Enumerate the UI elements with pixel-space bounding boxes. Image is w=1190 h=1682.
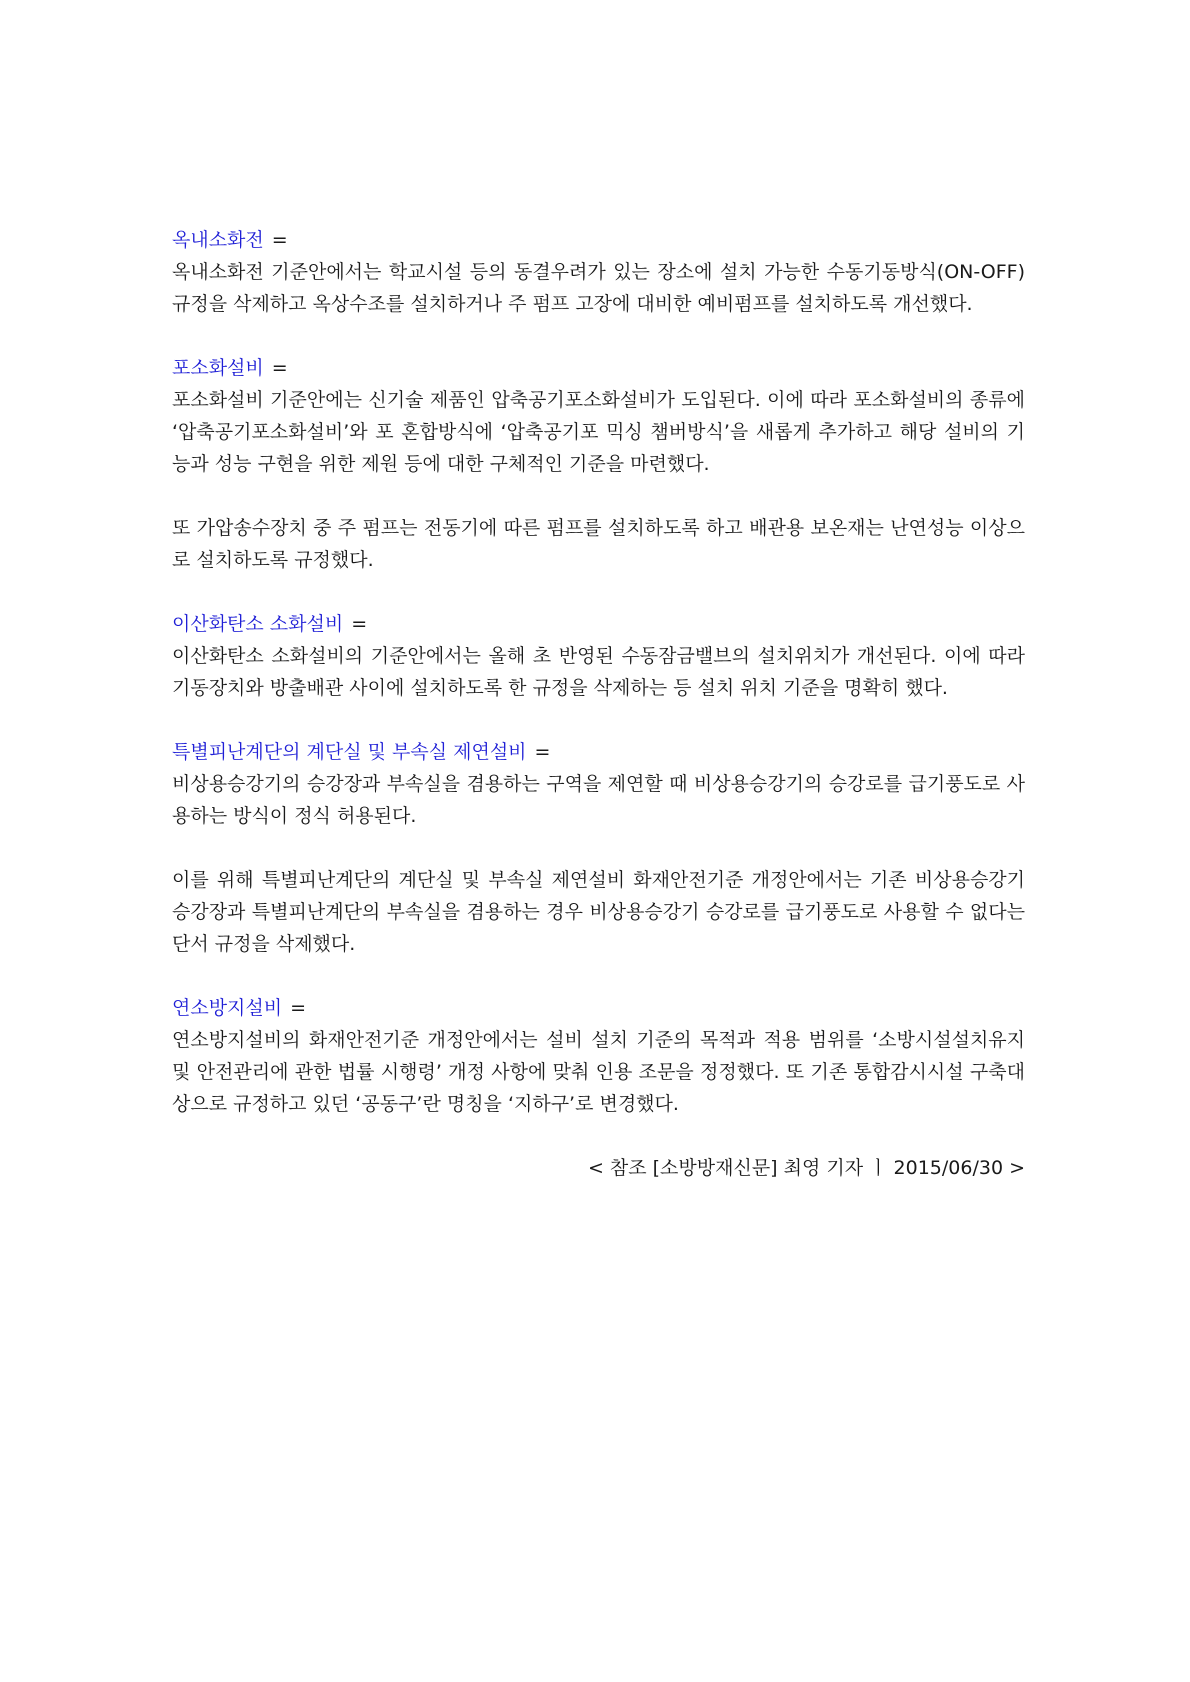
- document-page: [172, 224, 1025, 1184]
- section-marker: =: [534, 741, 551, 763]
- section-heading: [172, 992, 1025, 1024]
- section-marker: =: [290, 997, 307, 1019]
- section-title: 포소화설비: [172, 357, 264, 379]
- section-paragraph: 옥내소화전 기준안에서는 학교시설 등의 동결우려가 있는 장소에 설치 가능한 수동기동방식(ON-OFF) 규정을 삭제하고 옥상수조를 설치하거나 주 펌프 고장에 대비한 예비펌프를 설치하도록 개선했다.: [172, 261, 1025, 315]
- section-paragraph: 또 가압송수장치 중 주 펌프는 전동기에 따른 펌프를 설치하도록 하고 배관용 보온재는 난연성능 이상으로 설치하도록 규정했다.: [172, 517, 1025, 571]
- section-heading: [172, 352, 1025, 384]
- section-title: 이산화탄소 소화설비: [172, 613, 344, 635]
- article-section: [172, 224, 1025, 320]
- section-title: 옥내소화전: [172, 229, 264, 251]
- section-title: 연소방지설비: [172, 997, 283, 1019]
- article-section: [172, 736, 1025, 960]
- section-marker: =: [271, 229, 288, 251]
- section-marker: =: [271, 357, 288, 379]
- section-marker: =: [351, 613, 368, 635]
- article-section: [172, 992, 1025, 1120]
- section-paragraph: 이를 위해 특별피난계단의 계단실 및 부속실 제연설비 화재안전기준 개정안에서는 기존 비상용승강기 승강장과 특별피난계단의 부속실을 겸용하는 경우 비상용승강기 승강로를 급기풍도로 사용할 수 없다는 단서 규정을 삭제했다.: [172, 869, 1025, 955]
- section-heading: [172, 608, 1025, 640]
- article-section: [172, 608, 1025, 704]
- section-title: 특별피난계단의 계단실 및 부속실 제연설비: [172, 741, 527, 763]
- section-paragraph: 비상용승강기의 승강장과 부속실을 겸용하는 구역을 제연할 때 비상용승강기의 승강로를 급기풍도로 사용하는 방식이 정식 허용된다.: [172, 773, 1025, 827]
- article-section: [172, 352, 1025, 576]
- section-heading: [172, 224, 1025, 256]
- section-paragraph: 연소방지설비의 화재안전기준 개정안에서는 설비 설치 기준의 목적과 적용 범위를 ‘소방시설설치유지 및 안전관리에 관한 법률 시행령’ 개정 사항에 맞춰 인용 조문을 정정했다. 또 기존 통합감시시설 구축대상으로 규정하고 있던 ‘공동구’란 명칭을 ‘지하구’로 변경했다.: [172, 1029, 1025, 1115]
- article-body: [172, 224, 1025, 1120]
- section-paragraph: 포소화설비 기준안에는 신기술 제품인 압축공기포소화설비가 도입된다. 이에 따라 포소화설비의 종류에 ‘압축공기포소화설비’와 포 혼합방식에 ‘압축공기포 믹싱 챔버방식’을 새롭게 추가하고 해당 설비의 기능과 성능 구현을 위한 제원 등에 대한 구체적인 기준을 마련했다.: [172, 389, 1025, 475]
- section-paragraph: 이산화탄소 소화설비의 기준안에서는 올해 초 반영된 수동잠금밸브의 설치위치가 개선된다. 이에 따라 기동장치와 방출배관 사이에 설치하도록 한 규정을 삭제하는 등 설치 위치 기준을 명확히 했다.: [172, 645, 1025, 699]
- reference-line: < 참조 [소방방재신문] 최영 기자 ㅣ 2015/06/30 >: [587, 1157, 1025, 1179]
- section-heading: [172, 736, 1025, 768]
